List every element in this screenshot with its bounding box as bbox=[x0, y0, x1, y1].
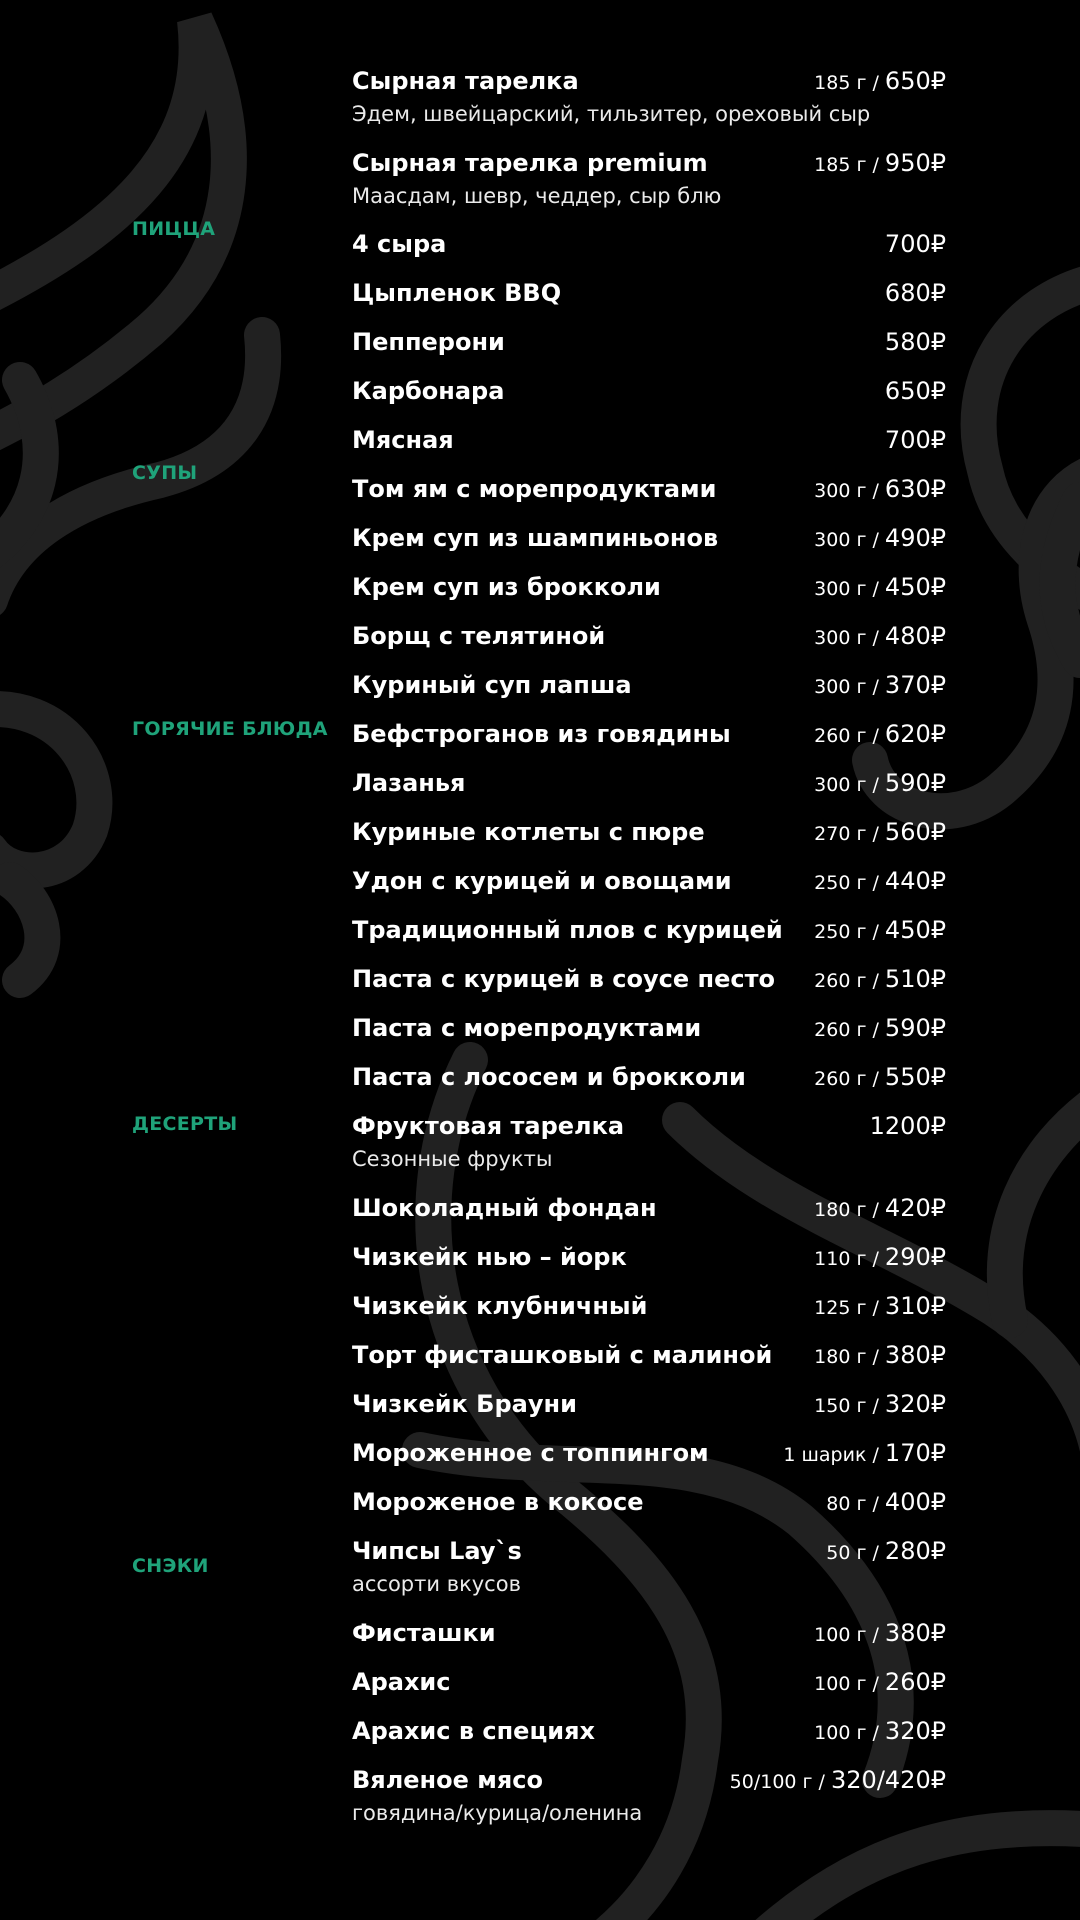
menu-item bbox=[352, 620, 946, 652]
item-price-group bbox=[814, 522, 946, 557]
menu-item-line bbox=[352, 228, 946, 260]
item-weight: 100 г / bbox=[814, 1673, 885, 1695]
menu-item bbox=[352, 1192, 946, 1224]
item-name: Сырная тарелка premium bbox=[352, 149, 708, 177]
item-price: 450₽ bbox=[884, 916, 946, 944]
item-name: Чипсы Lay`s bbox=[352, 1537, 522, 1565]
item-price-group bbox=[814, 1290, 946, 1325]
menu-item-line bbox=[352, 277, 946, 309]
menu-item bbox=[352, 1241, 946, 1273]
menu-item bbox=[352, 816, 946, 848]
item-name: Цыпленок BBQ bbox=[352, 279, 562, 307]
menu-item bbox=[352, 669, 946, 701]
menu-item bbox=[352, 1437, 946, 1469]
item-price-group bbox=[826, 1535, 946, 1570]
menu-item bbox=[352, 277, 946, 309]
menu-item-line bbox=[352, 1290, 946, 1322]
menu-item-line bbox=[352, 767, 946, 799]
menu-item bbox=[352, 865, 946, 897]
item-price-group bbox=[814, 147, 946, 182]
item-name: Традиционный плов с курицей bbox=[352, 916, 783, 944]
menu-item bbox=[352, 1715, 946, 1747]
item-price: 420₽ bbox=[884, 1194, 946, 1222]
menu-item-line bbox=[352, 326, 946, 358]
category-snacks: СНЭКИ bbox=[132, 1555, 209, 1577]
item-price: 440₽ bbox=[884, 867, 946, 895]
item-weight: 150 г / bbox=[814, 1395, 885, 1417]
item-price-group bbox=[814, 914, 946, 949]
menu-item bbox=[352, 718, 946, 750]
item-weight: 100 г / bbox=[814, 1624, 885, 1646]
item-price-group bbox=[814, 65, 946, 100]
item-price: 320₽ bbox=[884, 1717, 946, 1745]
item-price: 480₽ bbox=[884, 622, 946, 650]
item-weight: 250 г / bbox=[814, 872, 885, 894]
menu-item-line bbox=[352, 1764, 946, 1796]
menu-item bbox=[352, 1290, 946, 1322]
item-price: 310₽ bbox=[884, 1292, 946, 1320]
item-name: Фисташки bbox=[352, 1619, 496, 1647]
menu-item bbox=[352, 914, 946, 946]
item-name: Арахис в специях bbox=[352, 1717, 595, 1745]
item-description: говядина/курица/оленина bbox=[352, 1801, 643, 1825]
menu-item bbox=[352, 767, 946, 799]
menu-item bbox=[352, 571, 946, 603]
item-price: 590₽ bbox=[884, 1014, 946, 1042]
item-description: ассорти вкусов bbox=[352, 1572, 521, 1596]
item-price: 170₽ bbox=[884, 1439, 946, 1467]
item-name: 4 сыра bbox=[352, 230, 447, 258]
item-name: Куриный суп лапша bbox=[352, 671, 632, 699]
item-price: 320₽ bbox=[884, 1390, 946, 1418]
item-price-group bbox=[814, 865, 946, 900]
menu-item bbox=[352, 1388, 946, 1420]
item-name: Арахис bbox=[352, 1668, 451, 1696]
item-price-group bbox=[814, 718, 946, 753]
item-name: Мороженное с топпингом bbox=[352, 1439, 709, 1467]
item-price: 260₽ bbox=[884, 1668, 946, 1696]
item-price: 380₽ bbox=[884, 1341, 946, 1369]
item-name: Удон с курицей и овощами bbox=[352, 867, 732, 895]
item-price: 700₽ bbox=[884, 426, 946, 454]
item-description: Маасдам, шевр, чеддер, сыр блю bbox=[352, 184, 722, 208]
item-weight: 50/100 г / bbox=[729, 1771, 832, 1793]
menu-item-line bbox=[352, 65, 946, 97]
item-weight: 100 г / bbox=[814, 1722, 885, 1744]
item-name: Крем суп из брокколи bbox=[352, 573, 661, 601]
item-price-group bbox=[814, 1192, 946, 1227]
item-weight: 260 г / bbox=[814, 1019, 885, 1041]
item-name: Крем суп из шампиньонов bbox=[352, 524, 719, 552]
item-price: 580₽ bbox=[884, 328, 946, 356]
menu-item-line bbox=[352, 1012, 946, 1044]
item-weight: 180 г / bbox=[814, 1346, 885, 1368]
menu-item bbox=[352, 1061, 946, 1093]
menu-item-line bbox=[352, 620, 946, 652]
menu-item-line bbox=[352, 1535, 946, 1567]
menu-item bbox=[352, 1617, 946, 1649]
item-weight: 300 г / bbox=[814, 529, 885, 551]
item-price-group bbox=[814, 1339, 946, 1374]
item-name: Чизкейк клубничный bbox=[352, 1292, 648, 1320]
item-name: Мясная bbox=[352, 426, 454, 454]
item-name: Фруктовая тарелка bbox=[352, 1112, 625, 1140]
item-price: 450₽ bbox=[884, 573, 946, 601]
item-price: 510₽ bbox=[884, 965, 946, 993]
item-weight: 125 г / bbox=[814, 1297, 885, 1319]
menu-item-line bbox=[352, 375, 946, 407]
menu-item-line bbox=[352, 669, 946, 701]
item-weight: 1 шарик / bbox=[783, 1444, 885, 1466]
item-name: Сырная тарелка bbox=[352, 67, 579, 95]
item-name: Мороженое в кокосе bbox=[352, 1488, 644, 1516]
item-name: Чизкейк нью – йорк bbox=[352, 1243, 627, 1271]
item-price-group bbox=[814, 963, 946, 998]
menu-item bbox=[352, 1666, 946, 1698]
item-name: Бефстроганов из говядины bbox=[352, 720, 731, 748]
item-price: 280₽ bbox=[884, 1537, 946, 1565]
item-price-group bbox=[826, 1486, 946, 1521]
item-price-group bbox=[814, 1388, 946, 1423]
menu-item-line bbox=[352, 1715, 946, 1747]
category-hot-dishes: ГОРЯЧИЕ БЛЮДА bbox=[132, 718, 328, 740]
item-weight: 185 г / bbox=[814, 72, 885, 94]
item-price-group bbox=[783, 1437, 946, 1472]
category-desserts: ДЕСЕРТЫ bbox=[132, 1113, 238, 1135]
menu-item-line bbox=[352, 816, 946, 848]
item-price: 650₽ bbox=[884, 67, 946, 95]
item-weight: 250 г / bbox=[814, 921, 885, 943]
item-price-group bbox=[814, 1012, 946, 1047]
item-price: 380₽ bbox=[884, 1619, 946, 1647]
item-weight: 185 г / bbox=[814, 154, 885, 176]
menu-item bbox=[352, 1486, 946, 1518]
item-weight: 300 г / bbox=[814, 627, 885, 649]
menu-item-line bbox=[352, 147, 946, 179]
menu-item-line bbox=[352, 1666, 946, 1698]
menu-item-line bbox=[352, 865, 946, 897]
item-price-group bbox=[814, 1241, 946, 1276]
item-price-group bbox=[814, 1617, 946, 1652]
menu-item bbox=[352, 228, 946, 260]
item-name: Паста с морепродуктами bbox=[352, 1014, 702, 1042]
menu-item bbox=[352, 963, 946, 995]
item-price-group bbox=[870, 1110, 946, 1145]
item-price-group bbox=[885, 228, 946, 263]
menu-item bbox=[352, 1110, 946, 1173]
menu-item-line bbox=[352, 914, 946, 946]
item-name: Паста с курицей в соусе песто bbox=[352, 965, 775, 993]
item-price-group bbox=[814, 767, 946, 802]
item-price-group bbox=[885, 277, 946, 312]
item-weight: 260 г / bbox=[814, 1068, 885, 1090]
item-name: Лазанья bbox=[352, 769, 466, 797]
item-price-group bbox=[730, 1764, 946, 1799]
menu-item-line bbox=[352, 963, 946, 995]
item-weight: 300 г / bbox=[814, 578, 885, 600]
item-price-group bbox=[814, 620, 946, 655]
item-price: 650₽ bbox=[884, 377, 946, 405]
item-price: 550₽ bbox=[884, 1063, 946, 1091]
item-weight: 260 г / bbox=[814, 725, 885, 747]
item-name: Вяленое мясо bbox=[352, 1766, 544, 1794]
item-weight: 50 г / bbox=[826, 1542, 885, 1564]
item-weight: 260 г / bbox=[814, 970, 885, 992]
category-pizza: ПИЦЦА bbox=[132, 218, 216, 240]
item-price: 400₽ bbox=[884, 1488, 946, 1516]
menu-item-line bbox=[352, 1061, 946, 1093]
item-weight: 300 г / bbox=[814, 676, 885, 698]
item-price: 370₽ bbox=[884, 671, 946, 699]
menu-item bbox=[352, 522, 946, 554]
menu-item bbox=[352, 147, 946, 210]
item-name: Чизкейк Брауни bbox=[352, 1390, 577, 1418]
menu-item bbox=[352, 326, 946, 358]
menu-item-line bbox=[352, 571, 946, 603]
menu-item-line bbox=[352, 1241, 946, 1273]
item-weight: 300 г / bbox=[814, 480, 885, 502]
item-weight: 180 г / bbox=[814, 1199, 885, 1221]
menu-item bbox=[352, 65, 946, 128]
item-weight: 110 г / bbox=[814, 1248, 885, 1270]
item-price: 560₽ bbox=[884, 818, 946, 846]
menu-item bbox=[352, 1535, 946, 1598]
menu-item-line bbox=[352, 718, 946, 750]
item-name: Пепперони bbox=[352, 328, 505, 356]
item-price: 950₽ bbox=[884, 149, 946, 177]
menu-item-line bbox=[352, 1388, 946, 1420]
menu-item-line bbox=[352, 473, 946, 505]
item-price: 1200₽ bbox=[869, 1112, 946, 1140]
item-weight: 270 г / bbox=[814, 823, 885, 845]
item-price: 590₽ bbox=[884, 769, 946, 797]
item-name: Торт фисташковый с малиной bbox=[352, 1341, 773, 1369]
item-name: Карбонара bbox=[352, 377, 505, 405]
menu-item bbox=[352, 424, 946, 456]
item-price: 290₽ bbox=[884, 1243, 946, 1271]
category-soups: СУПЫ bbox=[132, 462, 198, 484]
menu-item-line bbox=[352, 522, 946, 554]
item-name: Борщ с телятиной bbox=[352, 622, 606, 650]
item-price: 680₽ bbox=[884, 279, 946, 307]
menu-item-line bbox=[352, 1192, 946, 1224]
menu-item-line bbox=[352, 1617, 946, 1649]
item-weight: 80 г / bbox=[826, 1493, 885, 1515]
menu-item-line bbox=[352, 1437, 946, 1469]
item-price-group bbox=[814, 816, 946, 851]
item-price-group bbox=[814, 1061, 946, 1096]
item-description: Эдем, швейцарский, тильзитер, ореховый сыр bbox=[352, 102, 871, 126]
menu-item-line bbox=[352, 424, 946, 456]
menu-item-line bbox=[352, 1110, 946, 1142]
item-price: 700₽ bbox=[884, 230, 946, 258]
menu-item bbox=[352, 1339, 946, 1371]
menu-item-line bbox=[352, 1486, 946, 1518]
item-price: 320/420₽ bbox=[831, 1766, 946, 1794]
menu-item-line bbox=[352, 1339, 946, 1371]
menu-item bbox=[352, 1764, 946, 1827]
item-price-group bbox=[814, 669, 946, 704]
item-price-group bbox=[885, 375, 946, 410]
item-weight: 300 г / bbox=[814, 774, 885, 796]
item-description: Сезонные фрукты bbox=[352, 1147, 553, 1171]
menu-item bbox=[352, 473, 946, 505]
item-price-group bbox=[814, 473, 946, 508]
menu-item bbox=[352, 375, 946, 407]
item-price: 620₽ bbox=[884, 720, 946, 748]
item-name: Паста с лососем и брокколи bbox=[352, 1063, 746, 1091]
item-price: 630₽ bbox=[884, 475, 946, 503]
item-name: Куриные котлеты с пюре bbox=[352, 818, 705, 846]
item-name: Шоколадный фондан bbox=[352, 1194, 657, 1222]
item-name: Том ям с морепродуктами bbox=[352, 475, 717, 503]
menu-item bbox=[352, 1012, 946, 1044]
item-price: 490₽ bbox=[884, 524, 946, 552]
item-price-group bbox=[814, 571, 946, 606]
item-price-group bbox=[814, 1715, 946, 1750]
item-price-group bbox=[885, 424, 946, 459]
item-price-group bbox=[814, 1666, 946, 1701]
item-price-group bbox=[885, 326, 946, 361]
